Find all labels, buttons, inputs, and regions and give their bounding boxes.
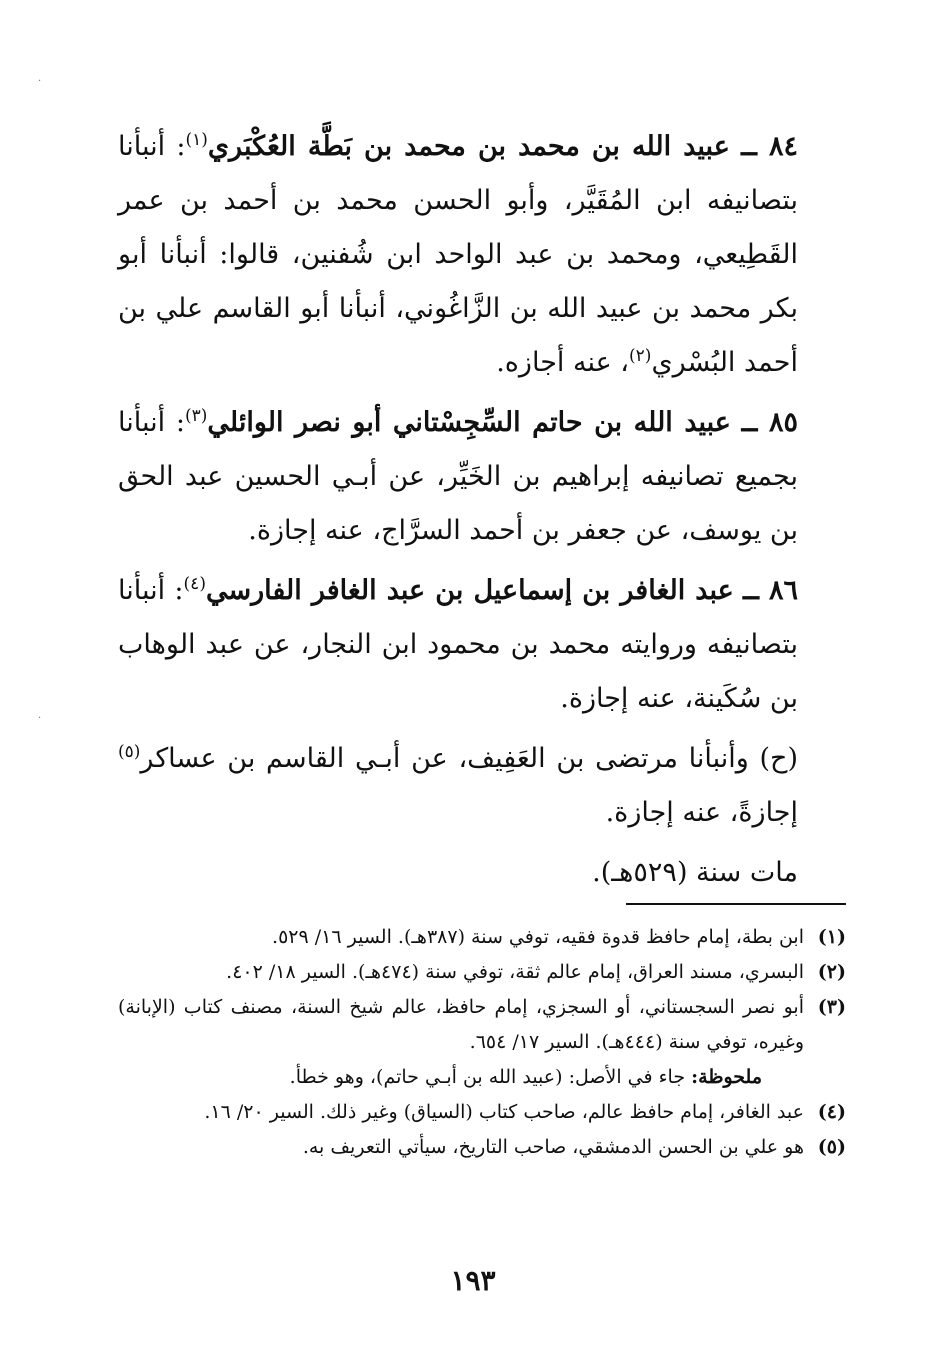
footnote-main-text: أبو نصر السجستاني، أو السجزي، إمام حافظ، عالم شيخ السنة، مصنف كتاب (الإبانة) وغيره، توفي سنة (٤٤٤هـ). السير ١٧/ ٦٥٤.: [118, 996, 804, 1053]
footnote-number: (٤): [817, 1101, 846, 1123]
footnote-number: (٣): [817, 996, 846, 1018]
entry-name: عبيد الله بن محمد بن محمد بن بَطَّة العُكْبَري: [207, 131, 730, 162]
footnote-text: هو علي بن الحسن الدمشقي، صاحب التاريخ، سيأتي التعريف به.: [302, 1136, 804, 1158]
footnote-number: (٥): [817, 1136, 846, 1158]
edge-mark: ·: [38, 713, 42, 724]
edge-mark: ·: [38, 76, 42, 87]
entry-name: عبد الغافر بن إسماعيل بن عبد الغافر الفارسي: [205, 575, 734, 606]
entry-number: ٨٥ ــ: [741, 407, 799, 438]
entry-name: عبيد الله بن حاتم السِّجِسْتاني أبو نصر الوائلي: [207, 407, 731, 438]
entry-84: [118, 120, 846, 390]
page-number: ١٩٣: [450, 1264, 496, 1297]
footnote-item: [118, 990, 846, 1095]
entry-heading: [118, 564, 846, 726]
entry-tail: ، عنه أجازه.: [496, 347, 630, 378]
entry-ha: [118, 732, 846, 840]
entry-heading: [118, 120, 846, 390]
footnote-item: [118, 920, 846, 955]
footnote-note: [118, 1060, 804, 1095]
note-text: جاء في الأصل: (عبيد الله بن أبـي حاتم)، وهو خطأ.: [289, 1066, 686, 1088]
footnote-ref[interactable]: (١): [185, 130, 208, 150]
entry-marker: (ح): [759, 743, 798, 774]
entry-number: ٨٦ ــ: [743, 575, 798, 606]
entry-body: : أنبأنا بجميع تصانيفه إبراهيم بن الخَيِّر، عن أبـي الحسين عبد الحق بن يوسف، عن جعفر بن أحمد السرَّاج، عنه إجازة.: [118, 407, 798, 546]
death-line: مات سنة (٥٢٩هـ).: [592, 857, 798, 888]
note-label: ملحوظة:: [691, 1066, 762, 1088]
footnotes: [118, 920, 846, 1165]
footnote-ref[interactable]: (٤): [183, 574, 206, 594]
footnote-text: ابن بطة، إمام حافظ قدوة فقيه، توفي سنة (٣٨٧هـ). السير ١٦/ ٥٢٩.: [272, 926, 804, 948]
main-text: [118, 120, 846, 900]
entry-tail: إجازةً، عنه إجازة.: [605, 797, 798, 828]
footnote-ref[interactable]: (٥): [118, 742, 141, 762]
entry-86: [118, 564, 846, 726]
footnote-text: [118, 990, 804, 1095]
entry-body: وأنبأنا مرتضى بن العَفِيف، عن أبـي القاسم بن عساكر: [140, 743, 749, 774]
footnote-ref[interactable]: (٣): [184, 406, 208, 426]
footnote-text: البسري، مسند العراق، إمام عالم ثقة، توفي سنة (٤٧٤هـ). السير ١٨/ ٤٠٢.: [226, 961, 804, 983]
entry-number: ٨٤ ــ: [741, 131, 798, 162]
footnote-ref[interactable]: (٢): [629, 346, 652, 366]
entry-85: [118, 396, 846, 558]
footnote-number: (١): [817, 926, 846, 948]
entry-heading: [118, 396, 846, 558]
footnote-text: عبد الغافر، إمام حافظ عالم، صاحب كتاب (السياق) وغير ذلك. السير ٢٠/ ١٦.: [204, 1101, 804, 1123]
entry-body: : أنبأنا بتصانيفه وروايته محمد بن محمود ابن النجار، عن عبد الوهاب بن سُكَينة، عنه إجازة.: [118, 575, 798, 714]
footnote-item: [118, 955, 846, 990]
entry-heading: [118, 732, 846, 840]
footnote-item: [118, 1130, 846, 1165]
footnote-separator: [626, 903, 846, 905]
entry-body: : أنبأنا بتصانيفه ابن المُقَيَّر، وأبو الحسن محمد بن أحمد بن عمر القَطِيعي، ومحمد بن عبد الواحد ابن شُفنين، قالوا: أنبأنا أبو بكر محمد بن عبيد الله بن الزَّاغُوني، أنبأنا أبو القاسم علي بن أحمد البُسْري: [118, 131, 798, 378]
footnote-number: (٢): [817, 961, 846, 983]
footnote-item: [118, 1095, 846, 1130]
